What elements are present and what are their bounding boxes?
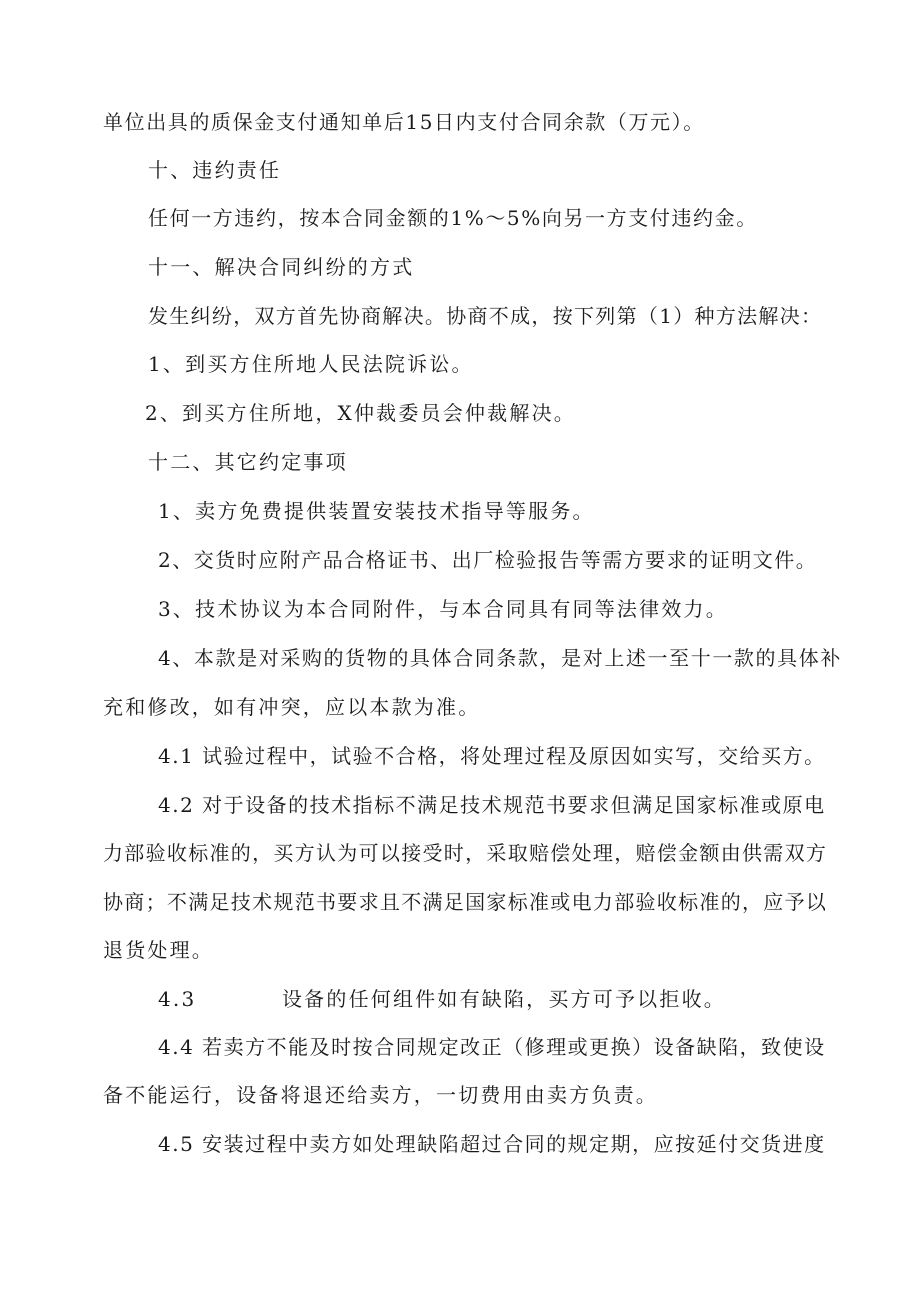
list-item-1: 1、到买方住所地人民法院诉讼。 bbox=[148, 352, 474, 376]
section-heading-10: 十、违约责任 bbox=[148, 158, 282, 182]
list-item-3: 1、卖方免费提供装置安装技术指导等服务。 bbox=[158, 499, 595, 523]
list-item-4: 2、交货时应附产品合格证书、出厂检验报告等需方要求的证明文件。 bbox=[158, 548, 818, 572]
paragraph-line-1: 单位出具的质保金支付通知单后15日内支付合同余款（万元）。 bbox=[103, 110, 705, 134]
paragraph-line-3: 任何一方违约，按本合同金额的1%～5%向另一方支付违约金。 bbox=[148, 206, 758, 230]
paragraph-line-5: 发生纠纷，双方首先协商解决。协商不成，按下列第（1）种方法解决： bbox=[148, 304, 823, 328]
clause-4-1: 4.1 试验过程中，试验不合格，将处理过程及原因如实写，交给买方。 bbox=[158, 744, 826, 768]
clause-4-4-line-2: 备不能运行，设备将退还给卖方，一切费用由卖方负责。 bbox=[103, 1083, 658, 1107]
section-heading-11: 十一、解决合同纠纷的方式 bbox=[148, 255, 415, 279]
clause-4-2-line-1: 4.2 对于设备的技术指标不满足技术规范书要求但满足国家标准或原电 bbox=[158, 793, 826, 817]
paragraph-line-13: 充和修改，如有冲突，应以本款为准。 bbox=[103, 695, 481, 719]
clause-4-3: 4.3 设备的任何组件如有缺陷，买方可予以拒收。 bbox=[158, 987, 726, 1011]
section-heading-12: 十二、其它约定事项 bbox=[148, 450, 348, 474]
list-item-5: 3、技术协议为本合同附件，与本合同具有同等法律效力。 bbox=[158, 597, 728, 621]
list-item-6: 4、本款是对采购的货物的具体合同条款，是对上述一至十一款的具体补 bbox=[158, 646, 842, 670]
clause-4-2-line-4: 退货处理。 bbox=[103, 938, 214, 962]
clause-4-2-line-3: 协商；不满足技术规范书要求且不满足国家标准或电力部验收标准的，应予以 bbox=[103, 890, 828, 914]
clause-4-4-line-1: 4.4 若卖方不能及时按合同规定改正（修理或更换）设备缺陷，致使设 bbox=[158, 1035, 826, 1059]
clause-4-5-line-1: 4.5 安装过程中卖方如处理缺陷超过合同的规定期，应按延付交货进度 bbox=[158, 1132, 826, 1156]
clause-4-2-line-2: 力部验收标准的，买方认为可以接受时，采取赔偿处理，赔偿金额由供需双方 bbox=[103, 841, 828, 865]
list-item-2: 2、到买方住所地，X仲裁委员会仲裁解决。 bbox=[145, 401, 576, 425]
